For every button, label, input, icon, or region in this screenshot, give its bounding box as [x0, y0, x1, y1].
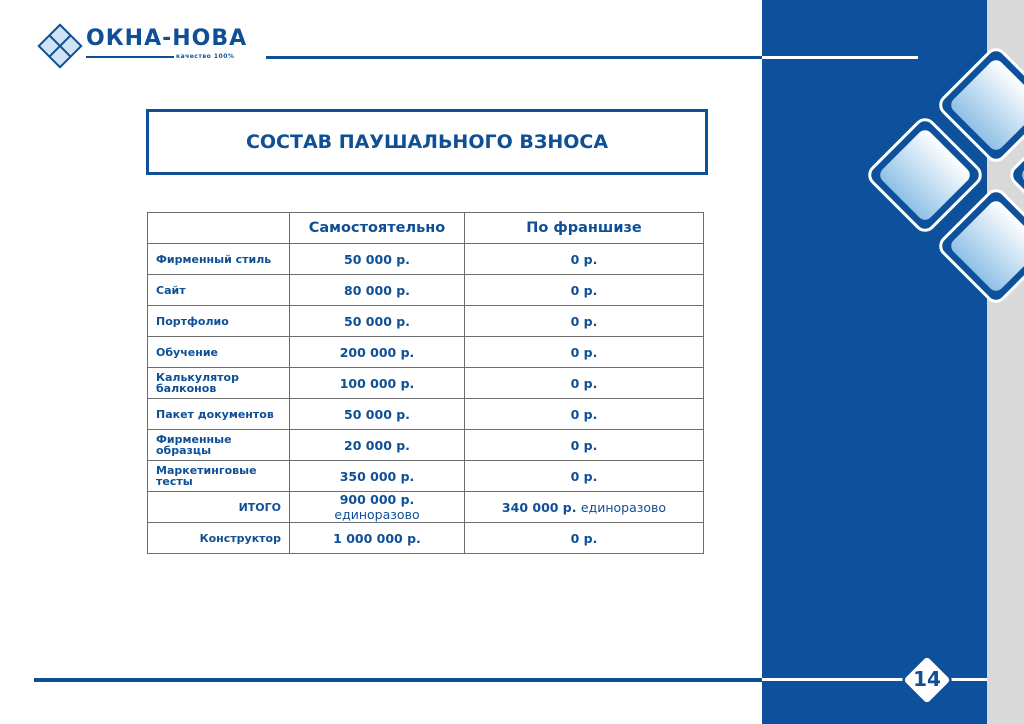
total-self-suffix: единоразово	[334, 507, 420, 522]
constructor-franchise: 0 р.	[465, 523, 704, 554]
header-franchise: По франшизе	[465, 213, 704, 244]
fee-table	[147, 212, 704, 554]
row-self-value: 50 000 р.	[290, 244, 465, 275]
row-self-value: 100 000 р.	[290, 368, 465, 399]
row-franchise-value: 0 р.	[465, 368, 704, 399]
header-self: Самостоятельно	[290, 213, 465, 244]
table-row	[148, 244, 704, 275]
table-row	[148, 399, 704, 430]
page-title: СОСТАВ ПАУШАЛЬНОГО ВЗНОСА	[245, 131, 609, 153]
table-row	[148, 368, 704, 399]
row-self-value: 80 000 р.	[290, 275, 465, 306]
row-self-value: 200 000 р.	[290, 337, 465, 368]
table-row	[148, 461, 704, 492]
table-header-row	[148, 213, 704, 244]
constructor-label: Конструктор	[148, 523, 290, 554]
row-franchise-value: 0 р.	[465, 306, 704, 337]
logo-underline	[86, 56, 174, 58]
total-self	[290, 492, 465, 523]
logo-tagline: качество 100%	[176, 53, 235, 60]
row-label: Калькулятор балконов	[148, 368, 290, 399]
total-row	[148, 492, 704, 523]
row-franchise-value: 0 р.	[465, 337, 704, 368]
total-franchise	[465, 492, 704, 523]
constructor-row	[148, 523, 704, 554]
table-row	[148, 275, 704, 306]
row-label: Портфолио	[148, 306, 290, 337]
total-self-amount: 900 000 р.	[339, 492, 415, 507]
window-diamonds-decoration	[762, 0, 1024, 724]
total-label: ИТОГО	[148, 492, 290, 523]
row-self-value: 50 000 р.	[290, 306, 465, 337]
constructor-self: 1 000 000 р.	[290, 523, 465, 554]
row-self-value: 350 000 р.	[290, 461, 465, 492]
header-rule	[266, 56, 762, 59]
logo-diamond-icon	[36, 22, 84, 70]
row-label: Маркетинговые тесты	[148, 461, 290, 492]
footer-rule	[34, 678, 762, 682]
header-empty	[148, 213, 290, 244]
total-franchise-amount: 340 000 р.	[501, 499, 577, 515]
row-franchise-value: 0 р.	[465, 430, 704, 461]
page-number: 14	[913, 667, 941, 691]
row-franchise-value: 0 р.	[465, 244, 704, 275]
table-row	[148, 430, 704, 461]
total-franchise-suffix: единоразово	[580, 499, 667, 515]
row-franchise-value: 0 р.	[465, 399, 704, 430]
row-franchise-value: 0 р.	[465, 461, 704, 492]
row-label: Пакет документов	[148, 399, 290, 430]
row-franchise-value: 0 р.	[465, 275, 704, 306]
table-row	[148, 306, 704, 337]
row-self-value: 50 000 р.	[290, 399, 465, 430]
row-self-value: 20 000 р.	[290, 430, 465, 461]
header-rule-white	[762, 56, 918, 59]
row-label: Фирменные образцы	[148, 430, 290, 461]
table-row	[148, 337, 704, 368]
brand-logo	[36, 22, 266, 72]
row-label: Сайт	[148, 275, 290, 306]
row-label: Обучение	[148, 337, 290, 368]
title-box	[146, 109, 708, 175]
logo-name: ОКНА-НОВА	[86, 26, 248, 51]
row-label: Фирменный стиль	[148, 244, 290, 275]
